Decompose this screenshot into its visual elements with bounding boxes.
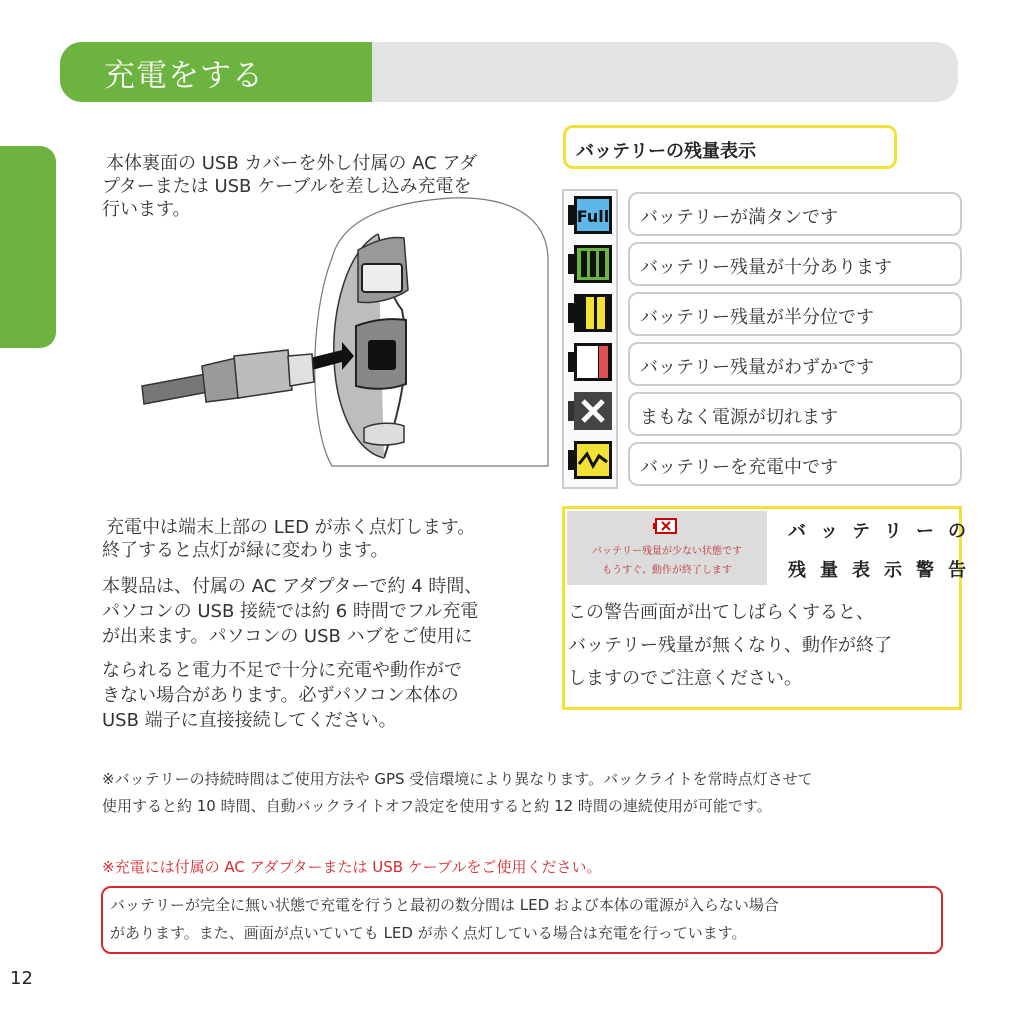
body-line-2: パソコンの USB 接続では約 6 時間でフル充電: [102, 601, 479, 622]
note-line-1: ※バッテリーの持続時間はご使用方法や GPS 受信環境により異なります。バックライトを常時点灯させて: [102, 770, 813, 788]
page-number: 12: [10, 968, 33, 989]
warning-screen-sample: [567, 511, 767, 585]
battery-full-text: Full: [576, 207, 610, 226]
body-line-1: 本製品は、付属の AC アダプターで約 4 時間、: [102, 576, 483, 597]
battery-title: バッテリーの残量表示: [576, 141, 756, 162]
warning-screen-line-2: もうすぐ、動作が終了します: [602, 565, 732, 576]
battery-status-row-enough: [628, 242, 962, 286]
note-line-2: 使用すると約 10 時間、自動バックライトオフ設定を使用すると約 12 時間の連続使用が可能です。: [102, 797, 772, 815]
battery-full-icon: [566, 193, 614, 237]
body-line-5: きない場合があります。必ずパソコン本体の: [102, 685, 459, 706]
warning-screen-line-1: バッテリー残量が少ない状態です: [592, 546, 742, 557]
page-title: 充電をする: [104, 58, 264, 94]
battery-empty-x-icon: [566, 389, 614, 433]
intro-line-3: 行います。: [102, 199, 191, 220]
battery-status-label: バッテリーを充電中です: [640, 457, 838, 478]
warning-text-line-1: この警告画面が出てしばらくすると、: [568, 602, 874, 623]
warning-battery-icon: [653, 517, 677, 535]
warning-heading-line-2: 残量表示警告: [788, 560, 980, 581]
battery-status-label: バッテリー残量が十分あります: [640, 257, 892, 278]
intro-line-1: 本体裏面の USB カバーを外し付属の AC アダ: [106, 153, 478, 174]
led-line-1: 充電中は端末上部の LED が赤く点灯します。: [106, 517, 476, 538]
battery-status-row-full: [628, 192, 962, 236]
battery-status-row-low: [628, 342, 962, 386]
body-line-4: なられると電力不足で十分に充電や動作がで: [102, 660, 462, 681]
battery-status-row-charging: [628, 442, 962, 486]
warning-text-line-2: バッテリー残量が無くなり、動作が終了: [568, 635, 892, 656]
led-line-2: 終了すると点灯が緑に変わります。: [102, 540, 389, 561]
battery-status-label: バッテリー残量が半分位です: [640, 307, 874, 328]
battery-low-icon: [566, 340, 614, 384]
device-usb-illustration: [136, 190, 552, 470]
red-box-line-2: があります。また、画面が点いていても LED が赤く点灯している場合は充電を行っています。: [110, 924, 747, 942]
battery-status-row-empty: [628, 392, 962, 436]
red-box-line-1: バッテリーが完全に無い状態で充電を行うと最初の数分間は LED および本体の電源が入らない場合: [110, 896, 779, 914]
intro-line-2: プターまたは USB ケーブルを差し込み充電を: [102, 176, 472, 197]
red-note: ※充電には付属の AC アダプターまたは USB ケーブルをご使用ください。: [102, 858, 602, 876]
battery-status-label: バッテリー残量がわずかです: [640, 357, 874, 378]
battery-status-label: バッテリーが満タンです: [640, 207, 838, 228]
battery-two-bars-icon: [566, 291, 614, 335]
body-line-3: が出来ます。パソコンの USB ハブをご使用に: [102, 626, 473, 647]
warning-text-line-3: しますのでご注意ください。: [568, 668, 802, 689]
battery-charging-icon: [566, 438, 614, 482]
battery-status-label: まもなく電源が切れます: [640, 407, 838, 428]
warning-heading-line-1: バッテリーの: [788, 521, 980, 542]
battery-status-row-half: [628, 292, 962, 336]
body-line-6: USB 端子に直接接続してください。: [102, 710, 397, 731]
warning-text: [568, 596, 962, 695]
side-tab: [0, 146, 56, 348]
battery-icon-column: [562, 189, 618, 489]
battery-title-box: [563, 125, 897, 169]
battery-three-bars-icon: [566, 242, 614, 286]
